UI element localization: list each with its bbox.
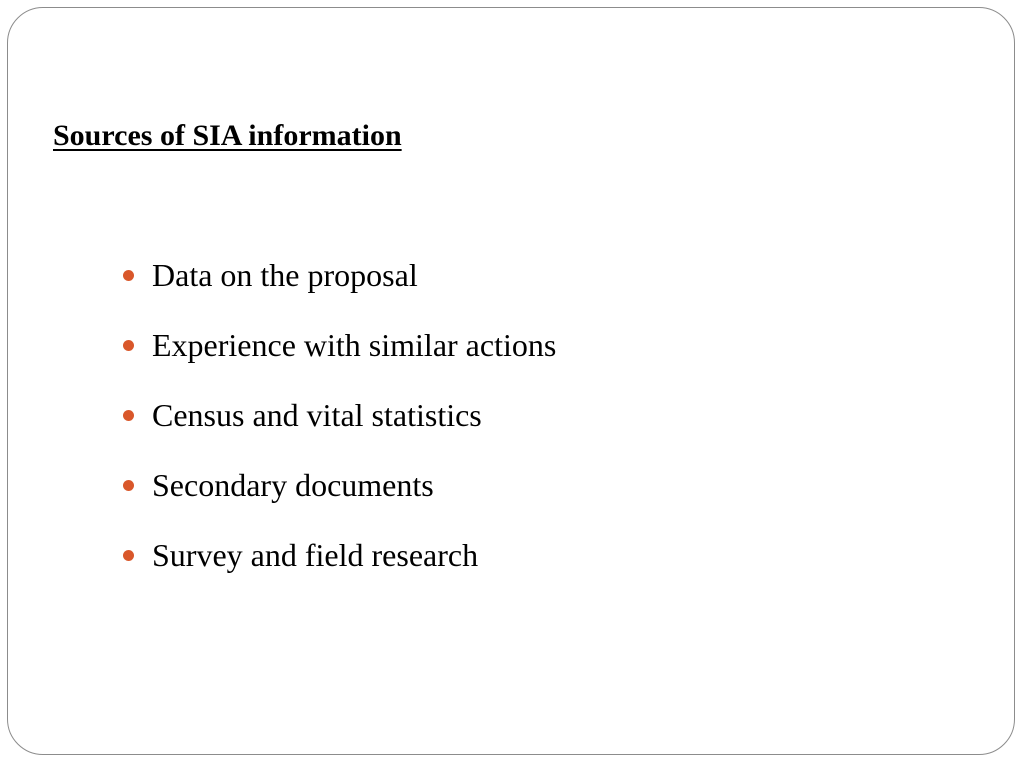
list-item: [123, 520, 556, 590]
bullet-text: Data on the proposal: [152, 256, 418, 293]
bullet-dot-icon: [123, 270, 134, 281]
slide-title: Sources of SIA information: [53, 119, 402, 152]
bullet-list: [123, 240, 556, 590]
bullet-text: Survey and field research: [152, 536, 479, 573]
slide-frame: [7, 7, 1015, 755]
bullet-dot-icon: [123, 340, 134, 351]
bullet-text: Experience with similar actions: [152, 326, 557, 363]
bullet-dot-icon: [123, 550, 134, 561]
bullet-text: Secondary documents: [152, 466, 434, 503]
list-item: [123, 380, 556, 450]
bullet-dot-icon: [123, 410, 134, 421]
list-item: [123, 240, 556, 310]
list-item: [123, 450, 556, 520]
bullet-text: Census and vital statistics: [152, 396, 482, 433]
list-item: [123, 310, 556, 380]
bullet-dot-icon: [123, 480, 134, 491]
